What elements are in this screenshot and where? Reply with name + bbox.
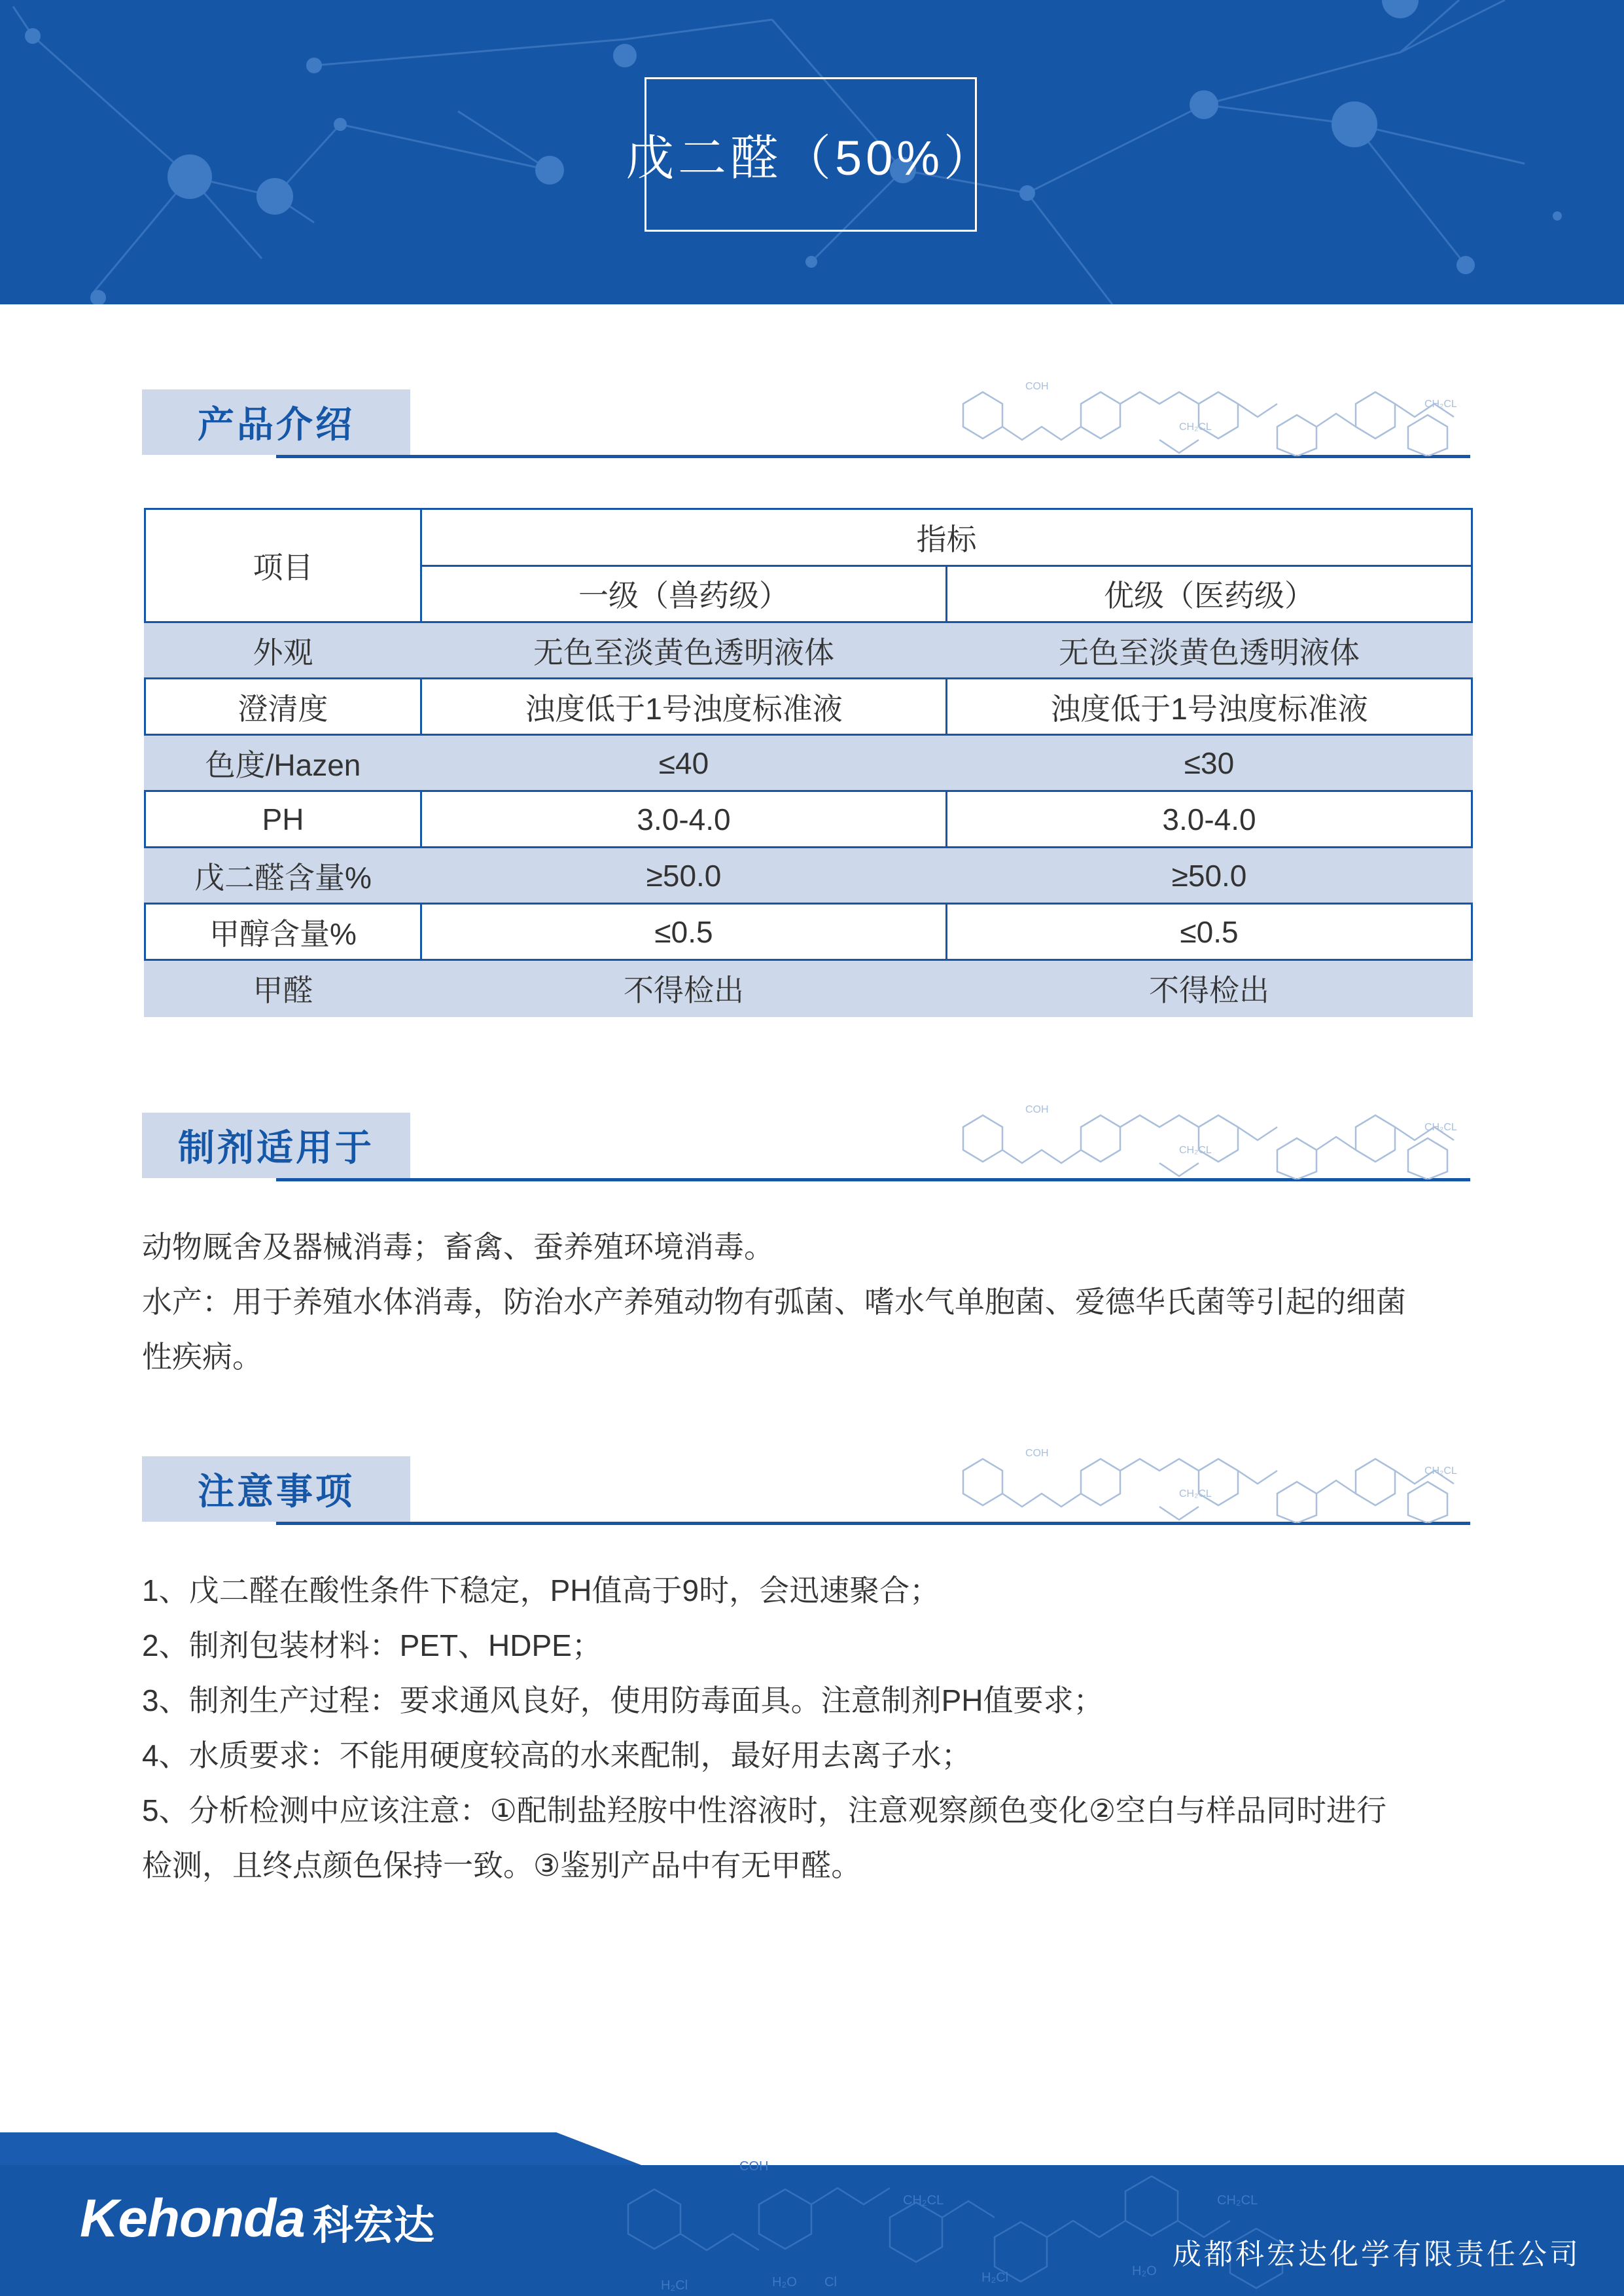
table-cell: 甲醇含量% <box>145 904 421 960</box>
chem-label-h2o: H₂O <box>772 2275 797 2289</box>
table-cell: ≥50.0 <box>421 848 947 904</box>
table-row <box>145 904 1472 960</box>
table-cell: 无色至淡黄色透明液体 <box>947 622 1472 679</box>
note-line: 检测，且终点颜色保持一致。③鉴别产品中有无甲醛。 <box>142 1848 862 1882</box>
table-cell: 甲醛 <box>145 960 421 1016</box>
note-line: 1、戊二醛在酸性条件下稳定，PH值高于9时，会迅速聚合； <box>142 1573 940 1607</box>
header-cell-grade1: 一级（兽药级） <box>421 565 947 622</box>
chem-label-ch2cl: CH₂CL <box>903 2193 944 2208</box>
table-cell: 不得检出 <box>421 960 947 1016</box>
spec-table <box>144 508 1473 1017</box>
footer-banner <box>0 2132 1624 2296</box>
table-row <box>145 622 1472 679</box>
chemical-structure-decoration <box>937 1101 1470 1179</box>
application-paragraph <box>142 1219 1490 1384</box>
brand-logo-text: Kehonda <box>80 2189 305 2248</box>
chemical-structure-decoration <box>937 1444 1470 1523</box>
table-row <box>145 848 1472 904</box>
note-line: 2、制剂包装材料：PET、HDPE； <box>142 1628 602 1662</box>
table-cell: 澄清度 <box>145 679 421 735</box>
table-cell: ≤0.5 <box>947 904 1472 960</box>
page-title: 戊二醛（50%） <box>625 131 997 185</box>
table-row <box>145 791 1472 848</box>
chem-label-ch2cl: CH₂CL <box>1179 422 1212 433</box>
table-cell: 戊二醛含量% <box>145 848 421 904</box>
table-cell: 3.0-4.0 <box>421 791 947 848</box>
table-cell: ≥50.0 <box>947 848 1472 904</box>
header-cell-grade2: 优级（医药级） <box>947 565 1472 622</box>
table-cell: ≤0.5 <box>421 904 947 960</box>
table-cell: 色度/Hazen <box>145 735 421 791</box>
chem-label-hcl: H₂Cl <box>981 2270 1009 2285</box>
chem-label-ch2cl: CH₂CL <box>1179 1145 1212 1156</box>
application-line: 动物厩舍及器械消毒；畜禽、蚕养殖环境消毒。 <box>142 1230 774 1264</box>
chem-label-coh: COH <box>1025 1104 1049 1115</box>
table-cell: 浊度低于1号浊度标准液 <box>421 679 947 735</box>
section-header-notes <box>142 1448 1470 1526</box>
table-cell: 外观 <box>145 622 421 679</box>
header-cell-index: 指标 <box>421 509 1472 566</box>
chem-label-ch2cl: CH₂CL <box>1424 1122 1457 1133</box>
chemical-structure-decoration <box>937 378 1470 456</box>
table-row <box>145 960 1472 1016</box>
note-line: 4、水质要求：不能用硬度较高的水来配制，最好用去离子水； <box>142 1738 972 1772</box>
chem-label-ch2cl: CH₂CL <box>1179 1488 1212 1499</box>
table-cell: ≤30 <box>947 735 1472 791</box>
section-header-intro <box>142 381 1470 459</box>
chem-label-coh: COH <box>739 2159 769 2174</box>
brand-logo-cn: 科宏达 <box>313 2203 435 2248</box>
table-cell: 不得检出 <box>947 960 1472 1016</box>
chem-label-coh: COH <box>1025 1448 1049 1459</box>
chem-label-coh: COH <box>1025 381 1049 392</box>
chem-label-ch2cl: CH₂CL <box>1217 2193 1258 2208</box>
section-title: 制剂适用于 <box>178 1127 374 1168</box>
application-line: 水产：用于养殖水体消毒，防治水产养殖动物有弧菌、嗜水气单胞菌、爱德华氏菌等引起的细菌 <box>142 1285 1406 1319</box>
table-row <box>145 735 1472 791</box>
table-cell: 无色至淡黄色透明液体 <box>421 622 947 679</box>
section-header-application <box>142 1104 1470 1182</box>
notes-paragraph <box>142 1563 1490 1893</box>
table-row <box>145 679 1472 735</box>
application-line: 性疾病。 <box>142 1340 262 1374</box>
section-title: 产品介绍 <box>198 404 355 445</box>
table-cell: 3.0-4.0 <box>947 791 1472 848</box>
table-cell: 浊度低于1号浊度标准液 <box>947 679 1472 735</box>
header-banner <box>0 0 1624 304</box>
title-frame <box>625 77 997 232</box>
chem-label-hcl: H₂Cl <box>661 2278 688 2293</box>
company-name: 成都科宏达化学有限责任公司 <box>1173 2238 1581 2270</box>
table-header-row <box>145 509 1472 566</box>
note-line: 3、制剂生产过程：要求通风良好，使用防毒面具。注意制剂PH值要求； <box>142 1683 1104 1717</box>
header-cell-item: 项目 <box>145 509 421 622</box>
note-line: 5、分析检测中应该注意：①配制盐羟胺中性溶液时，注意观察颜色变化②空白与样品同时进行 <box>142 1793 1387 1827</box>
table-cell: PH <box>145 791 421 848</box>
table-cell: ≤40 <box>421 735 947 791</box>
section-title: 注意事项 <box>198 1471 355 1512</box>
chem-label-ch2cl: CH₂CL <box>1424 1465 1457 1477</box>
chem-label-ch2cl: CH₂CL <box>1424 399 1457 410</box>
chem-label-cl: Cl <box>824 2275 837 2289</box>
chem-label-h2o: H₂O <box>1132 2264 1157 2278</box>
